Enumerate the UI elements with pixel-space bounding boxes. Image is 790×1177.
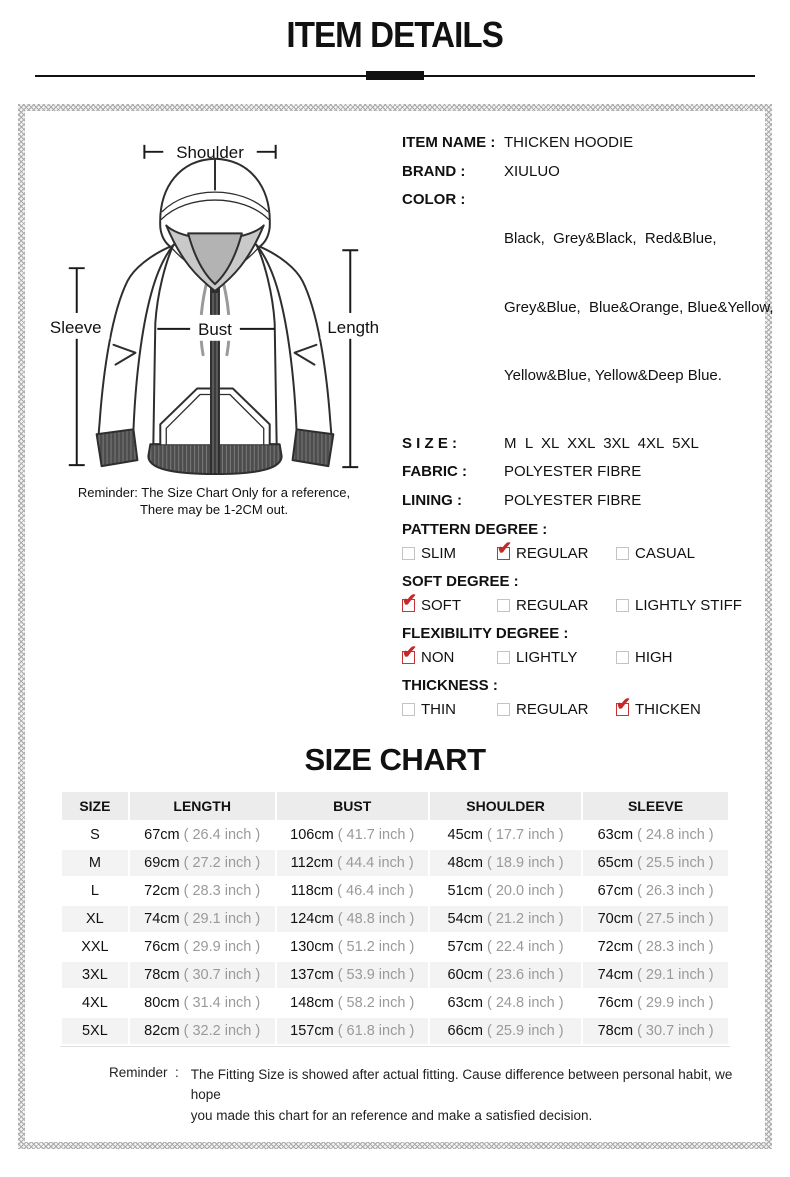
footer-reminder-line1: The Fitting Size is showed after actual fitting. Cause difference between personal habit, we hope bbox=[190, 1067, 733, 1103]
spec-value-item-name: THICKEN HOODIE bbox=[504, 134, 634, 151]
footer-reminder bbox=[109, 1065, 735, 1126]
size-cell: 3XL bbox=[62, 962, 128, 988]
hoodie-measurement-diagram bbox=[30, 123, 398, 481]
soft-degree-title: SOFT DEGREE : bbox=[402, 573, 519, 590]
option-regular-soft bbox=[497, 597, 616, 614]
option-label: REGULAR bbox=[516, 701, 589, 718]
spec-color bbox=[402, 190, 774, 425]
figure-reminder bbox=[30, 485, 398, 519]
checkbox-unchecked-icon bbox=[497, 703, 510, 716]
table-row bbox=[62, 962, 728, 988]
bust-cell: 112cm ( 44.4 inch ) bbox=[277, 850, 428, 876]
figure-reminder-line2: There may be 1-2CM out. bbox=[139, 501, 289, 517]
spec-fabric bbox=[402, 462, 774, 482]
size-cell: S bbox=[62, 822, 128, 848]
col-sleeve: SLEEVE bbox=[583, 792, 728, 820]
pattern-degree-group bbox=[402, 521, 774, 562]
option-label: HIGH bbox=[635, 649, 673, 666]
option-thin bbox=[402, 701, 497, 718]
frame-inner bbox=[25, 111, 774, 1142]
option-lightly-stiff bbox=[616, 597, 774, 614]
thickness-title: THICKNESS : bbox=[402, 677, 498, 694]
option-label: THIN bbox=[421, 701, 456, 718]
bust-label: Bust bbox=[198, 319, 232, 339]
size-chart-table bbox=[60, 790, 730, 1047]
table-header-row bbox=[62, 792, 728, 820]
option-label: SLIM bbox=[421, 545, 457, 562]
size-cell: XXL bbox=[62, 934, 128, 960]
spec-lining bbox=[402, 491, 774, 511]
shoulder-cell: 57cm ( 22.4 inch ) bbox=[430, 934, 581, 960]
detail-grid bbox=[25, 119, 774, 718]
length-cell: 69cm ( 27.2 inch ) bbox=[130, 850, 275, 876]
size-cell: XL bbox=[62, 906, 128, 932]
bust-cell: 137cm ( 53.9 inch ) bbox=[277, 962, 428, 988]
bust-cell: 130cm ( 51.2 inch ) bbox=[277, 934, 428, 960]
shoulder-cell: 60cm ( 23.6 inch ) bbox=[430, 962, 581, 988]
length-label: Length bbox=[327, 317, 380, 337]
col-length: LENGTH bbox=[130, 792, 275, 820]
checkbox-checked-icon bbox=[402, 651, 415, 664]
option-regular-thickness bbox=[497, 701, 616, 718]
flexibility-degree-title: FLEXIBILITY DEGREE : bbox=[402, 625, 569, 642]
footer-reminder-text bbox=[191, 1065, 735, 1126]
table-row bbox=[62, 822, 728, 848]
sleeve-cell: 72cm ( 28.3 inch ) bbox=[583, 934, 728, 960]
sleeve-cell: 78cm ( 30.7 inch ) bbox=[583, 1018, 728, 1044]
checkbox-unchecked-icon bbox=[616, 599, 629, 612]
checkbox-unchecked-icon bbox=[616, 651, 629, 664]
spec-value-color bbox=[504, 190, 774, 425]
spec-label-lining: LINING : bbox=[402, 491, 462, 509]
header-divider bbox=[35, 71, 755, 80]
size-cell: 4XL bbox=[62, 990, 128, 1016]
col-bust: BUST bbox=[277, 792, 428, 820]
checkbox-unchecked-icon bbox=[497, 651, 510, 664]
option-label: THICKEN bbox=[635, 701, 701, 718]
option-label: REGULAR bbox=[516, 597, 589, 614]
option-label: LIGHTLY STIFF bbox=[635, 597, 742, 614]
spec-size bbox=[402, 434, 774, 454]
option-label: CASUAL bbox=[635, 545, 696, 562]
spec-label-item-name: ITEM NAME : bbox=[402, 134, 496, 151]
footer-reminder-label: Reminder : bbox=[109, 1065, 179, 1080]
checkbox-checked-icon bbox=[497, 547, 510, 560]
shoulder-cell: 48cm ( 18.9 inch ) bbox=[430, 850, 581, 876]
shoulder-label: Shoulder bbox=[176, 142, 244, 162]
option-casual bbox=[616, 545, 774, 562]
spec-value-size: M L XL XXL 3XL 4XL 5XL bbox=[504, 434, 699, 452]
checkbox-unchecked-icon bbox=[497, 599, 510, 612]
length-cell: 76cm ( 29.9 inch ) bbox=[130, 934, 275, 960]
checkbox-unchecked-icon bbox=[402, 703, 415, 716]
option-soft bbox=[402, 597, 497, 614]
option-non bbox=[402, 649, 497, 666]
checkbox-unchecked-icon bbox=[616, 547, 629, 560]
sleeve-label: Sleeve bbox=[49, 317, 102, 337]
page-title: ITEM DETAILS bbox=[286, 14, 504, 55]
checkbox-checked-icon bbox=[402, 599, 415, 612]
spec-value-lining: POLYESTER FIBRE bbox=[504, 491, 642, 509]
option-high bbox=[616, 649, 774, 666]
spec-item-name bbox=[402, 133, 774, 153]
spec-label-size: S I Z E : bbox=[402, 434, 458, 452]
shoulder-cell: 66cm ( 25.9 inch ) bbox=[430, 1018, 581, 1044]
sleeve-cell: 63cm ( 24.8 inch ) bbox=[583, 822, 728, 848]
size-chart-title: SIZE CHART bbox=[304, 742, 486, 777]
figure-column bbox=[30, 123, 398, 718]
thickness-options bbox=[402, 701, 774, 718]
soft-degree-options bbox=[402, 597, 774, 614]
sleeve-cell: 76cm ( 29.9 inch ) bbox=[583, 990, 728, 1016]
spec-value-brand: XIULUO bbox=[504, 162, 560, 180]
table-row bbox=[62, 934, 728, 960]
sleeve-cell: 65cm ( 25.5 inch ) bbox=[583, 850, 728, 876]
shoulder-cell: 45cm ( 17.7 inch ) bbox=[430, 822, 581, 848]
bust-cell: 106cm ( 41.7 inch ) bbox=[277, 822, 428, 848]
size-cell: L bbox=[62, 878, 128, 904]
table-row bbox=[62, 878, 728, 904]
checkbox-unchecked-icon bbox=[402, 547, 415, 560]
option-regular-pattern bbox=[497, 545, 616, 562]
thickness-group bbox=[402, 677, 774, 718]
option-label: LIGHTLY bbox=[516, 649, 578, 666]
sleeve-cell: 74cm ( 29.1 inch ) bbox=[583, 962, 728, 988]
pattern-degree-options bbox=[402, 545, 774, 562]
spec-label-fabric: FABRIC : bbox=[402, 463, 467, 480]
color-line-3: Yellow&Blue, Yellow&Deep Blue. bbox=[504, 367, 722, 384]
spec-column bbox=[398, 123, 782, 718]
shoulder-cell: 54cm ( 21.2 inch ) bbox=[430, 906, 581, 932]
dashed-frame bbox=[18, 104, 772, 1149]
length-cell: 74cm ( 29.1 inch ) bbox=[130, 906, 275, 932]
shoulder-cell: 51cm ( 20.0 inch ) bbox=[430, 878, 581, 904]
size-cell: M bbox=[62, 850, 128, 876]
divider-thick-bar bbox=[366, 71, 424, 80]
length-cell: 80cm ( 31.4 inch ) bbox=[130, 990, 275, 1016]
spec-label-color: COLOR : bbox=[402, 191, 466, 208]
length-cell: 78cm ( 30.7 inch ) bbox=[130, 962, 275, 988]
option-label: REGULAR bbox=[516, 545, 589, 562]
option-lightly bbox=[497, 649, 616, 666]
length-cell: 82cm ( 32.2 inch ) bbox=[130, 1018, 275, 1044]
option-slim bbox=[402, 545, 497, 562]
color-line-1: Black, Grey&Black, Red&Blue, bbox=[504, 230, 717, 247]
figure-reminder-line1: Reminder: The Size Chart Only for a reference, bbox=[77, 485, 351, 500]
spec-brand bbox=[402, 162, 774, 182]
bust-cell: 118cm ( 46.4 inch ) bbox=[277, 878, 428, 904]
flexibility-degree-options bbox=[402, 649, 774, 666]
bust-cell: 148cm ( 58.2 inch ) bbox=[277, 990, 428, 1016]
color-line-2: Grey&Blue, Blue&Orange, Blue&Yellow, bbox=[504, 298, 774, 316]
size-cell: 5XL bbox=[62, 1018, 128, 1044]
pattern-degree-title: PATTERN DEGREE : bbox=[402, 521, 548, 538]
shoulder-cell: 63cm ( 24.8 inch ) bbox=[430, 990, 581, 1016]
col-size: SIZE bbox=[62, 792, 128, 820]
length-cell: 67cm ( 26.4 inch ) bbox=[130, 822, 275, 848]
col-shoulder: SHOULDER bbox=[430, 792, 581, 820]
option-label: SOFT bbox=[421, 597, 461, 614]
page-header bbox=[0, 0, 790, 56]
spec-label-brand: BRAND : bbox=[402, 162, 466, 180]
sleeve-cell: 67cm ( 26.3 inch ) bbox=[583, 878, 728, 904]
option-label: NON bbox=[421, 649, 455, 666]
option-thicken bbox=[616, 701, 774, 718]
length-cell: 72cm ( 28.3 inch ) bbox=[130, 878, 275, 904]
checkbox-checked-icon bbox=[616, 703, 629, 716]
spec-value-fabric: POLYESTER FIBRE bbox=[504, 463, 642, 480]
bust-cell: 157cm ( 61.8 inch ) bbox=[277, 1018, 428, 1044]
table-row bbox=[62, 850, 728, 876]
footer-reminder-line2: you made this chart for an reference and make a satisfied decision. bbox=[190, 1107, 593, 1123]
bust-cell: 124cm ( 48.8 inch ) bbox=[277, 906, 428, 932]
soft-degree-group bbox=[402, 573, 774, 614]
sleeve-cell: 70cm ( 27.5 inch ) bbox=[583, 906, 728, 932]
flexibility-degree-group bbox=[402, 625, 774, 666]
size-table-wrap bbox=[25, 790, 765, 1047]
table-row bbox=[62, 1018, 728, 1044]
table-row bbox=[62, 906, 728, 932]
table-row bbox=[62, 990, 728, 1016]
